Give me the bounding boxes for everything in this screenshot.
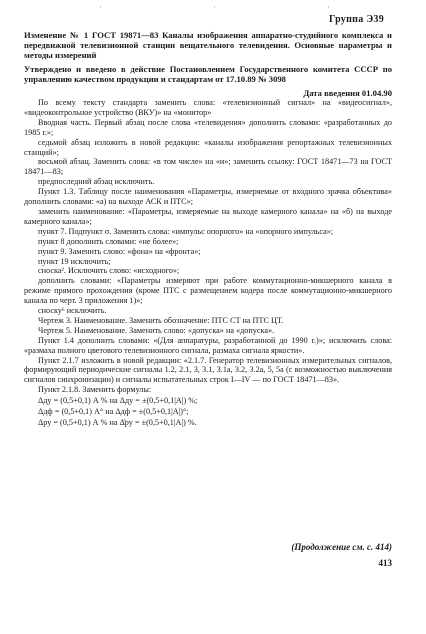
approval-statement: Утверждено и введено в действие Постановлением Государственного комитета СССР по управлению качеством продукции и стандартам от 17.10.89 № 3098: [24, 64, 392, 84]
body-paragraph: заменить наименование: «Параметры, измеряемые на выходе камерного канала» на «б) на выходе камерного канала»;: [24, 206, 392, 226]
body-paragraph: Пункт 1.3. Таблицу после наименования «Параметры, измеряемые от входного зрачка объектива» дополнить словами: «а) на выходе АСК и ПТС»;: [24, 187, 392, 207]
body-paragraph: сноску⁶ исключить.: [38, 306, 107, 316]
body-paragraph: Чертеж 3. Наименование. Заменить обозначение: ПТС СТ на ПТС ЦТ.: [38, 315, 284, 325]
formula-line: Δду = (0,5+0,1) А % на Δду = ±(0,5+0,1|А|) %;: [38, 396, 198, 406]
body-paragraph: пункт 7. Подпункт σ. Заменить слова: «импульс опорного» на «опорного импульса»;: [38, 226, 334, 236]
formula-line: Δру = (0,5+0,1) А % на Δ͂ру = ±(0,5+0,1|А|) %.: [38, 418, 197, 427]
body-paragraph: пункт 8 дополнить словами: «не более»;: [38, 236, 179, 246]
effective-date: Дата введения 01.04.90: [303, 88, 392, 98]
body-paragraph: Пункт 1.4 дополнить словами: «(Для аппаратуры, разработанной до 1990 г.)»; исключить слова: «размаха полного цветового телевизионного сигнала, размаха сигнала яркости».: [24, 335, 392, 355]
amendment-header: [24, 30, 392, 98]
body-paragraph: Пункт 2.1.7 изложить в новой редакции: «2.1.7. Генератор телевизионных измерительных сигналов, формирующий периодические сигналы 1.2, 2.1, 3, 3.1, 3.1а, 3.2, 3.2а, 5, 5а (с возможностью выключения сигналов синхронизации) и сигналы испытательных строк I—IV — по ГОСТ 18471—83».: [24, 355, 392, 385]
amendment-body: [24, 98, 392, 428]
page-number: 413: [378, 558, 392, 568]
body-paragraph: сноска². Исключить слово: «исходного»;: [38, 266, 180, 276]
formula-line: Δдф = (0,5+0,1) А° на Δдф = ±(0,5+0,1|А|)°;: [38, 407, 189, 417]
body-paragraph: Пункт 2.1.8. Заменить формулы:: [38, 385, 152, 395]
body-paragraph: Чертеж 5. Наименование. Заменить слово: «допуска» на «допуска».: [38, 325, 275, 335]
body-paragraph: восьмой абзац. Заменить слова: «в том числе» на «и»; заменить ссылку: ГОСТ 18471—73 на ГОСТ 18471—83;: [24, 157, 392, 177]
body-paragraph: Вводная часть. Первый абзац после слова «телевидения» дополнить словами: «разработанных до 1985 г.»;: [24, 117, 392, 137]
group-label: Группа Э39: [329, 14, 384, 25]
body-paragraph: седьмой абзац изложить в новой редакции: «каналы изображения репортажных телевизионных станций»;: [24, 137, 392, 157]
body-paragraph: По всему тексту стандарта заменить слова: «телевизионный сигнал» на «видеосигнал», «видеоконтрольное устройство (ВКУ)» на «монитор»: [24, 98, 392, 117]
top-edge-marks: [0, 4, 426, 10]
body-paragraph: пункт 9. Заменить слово: «фона» на «фронта»;: [38, 246, 201, 256]
amendment-title: Изменение № 1 ГОСТ 19871—83 Каналы изображения аппаратно-студийного комплекса и передвижной телевизионной станции вещательного телевидения. Основные параметры и методы измерений: [24, 30, 392, 60]
body-paragraph: пункт 19 исключить;: [38, 256, 111, 266]
body-paragraph: дополнить словами: «Параметры измеряют при работе коммутационно-микшерного канала в режиме прямого прохождения (кроме ПТС с размещением кодера после коммутационно-микшерного канала по черт. 3 приложения 1)»;: [24, 276, 392, 306]
body-paragraph: предпоследний абзац исключить.: [38, 177, 155, 187]
continuation-note: (Продолжение см. с. 414): [291, 542, 392, 552]
